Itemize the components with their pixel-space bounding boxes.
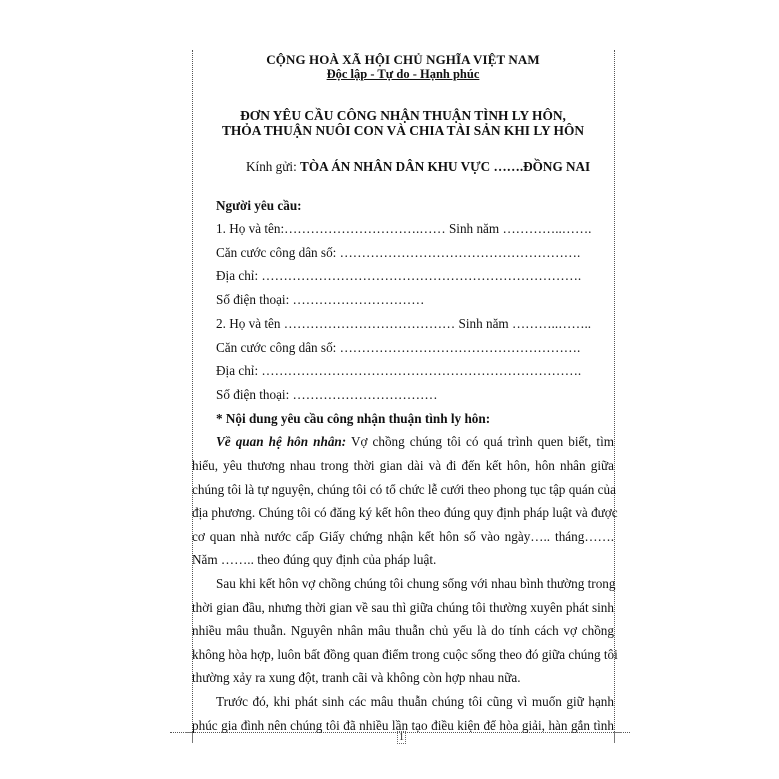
person1-id: Căn cước công dân số: ………………………………………………. [216,245,581,260]
page-number: 1 [399,732,404,743]
para1-line1 [216,434,614,450]
crop-mark [192,733,193,743]
national-header: CỘNG HOÀ XÃ HỘI CHỦ NGHĨA VIỆT NAM [266,52,540,67]
requester-heading: Người yêu cầu: [216,198,302,213]
para3-line1: Trước đó, khi phát sinh các mâu thuẫn chúng tôi cũng vì muốn giữ hạnh [216,694,614,709]
person1-address: Địa chỉ: ………………………………………………………………. [216,268,582,283]
person1-name: 1. Họ và tên:………………………….…… Sinh năm …………..……. [216,221,592,236]
para1-line3: chúng tôi là tự nguyện, chúng tôi có tổ chức lễ cưới theo phong tục tập quán của [192,482,616,497]
person1-phone: Số điện thoại: ………………………… [216,292,425,307]
para2-line5: thường xảy ra xung đột, tranh cãi và không còn hợp nhau nữa. [192,670,521,685]
right-margin-guide [614,50,615,734]
crop-mark [614,733,615,743]
recipient-value: TÒA ÁN NHÂN DÂN KHU VỰC …….ĐỒNG NAI [300,159,591,174]
relation-label: Về quan hệ hôn nhân: [216,434,347,449]
person2-id: Căn cước công dân số: ………………………………………………. [216,340,581,355]
para1-line5: cơ quan nhà nước cấp Giấy chứng nhận kết hôn số vào ngày….. tháng……. [192,529,614,544]
person2-phone: Số điện thoại: …………………………… [216,387,438,402]
para2-line3: nhiều mâu thuẫn. Nguyên nhân mâu thuẫn chủ yếu là do tính cách vợ chồng [192,623,614,638]
motto [192,66,614,82]
person2-name: 2. Họ và tên ………………………………… Sinh năm ………..…….. [216,316,592,331]
para1-line6: Năm …….. theo đúng quy định của pháp luật. [192,552,437,567]
para2-line2: thời gian đầu, nhưng thời gian về sau thì giữa chúng tôi thường xuyên phát sinh [192,600,614,615]
document-title-line2: THỎA THUẬN NUÔI CON VÀ CHIA TÀI SẢN KHI LY HÔN [221,123,585,138]
document-title-line1: ĐƠN YÊU CẦU CÔNG NHẬN THUẬN TÌNH LY HÔN, [240,108,566,123]
para2-line1: Sau khi kết hôn vợ chồng chúng tôi chung sống với nhau bình thường trong [216,576,616,591]
content-heading: * Nội dung yêu cầu công nhận thuận tình ly hôn: [216,411,491,426]
motto-text: Độc lập - Tự do - Hạnh phúc [326,67,480,81]
person2-address: Địa chỉ: ………………………………………………………………. [216,363,582,378]
recipient-label: Kính gửi: [246,159,301,174]
para1-line4: địa phương. Chúng tôi có đăng ký kết hôn theo đúng quy định pháp luật và được [192,505,618,520]
crop-mark [614,732,622,733]
para2-line4: không hòa hợp, luôn bất đồng quan điểm trong cuộc sống theo đó giữa chúng tôi [192,647,618,662]
para3-line2: phúc gia đình nên chúng tôi đã nhiều lần tạo điều kiện để hòa giải, hàn gắn tình [192,718,614,733]
recipient-line [246,159,590,175]
para1-line1-text: Vợ chồng chúng tôi có quá trình quen biết, tìm [346,434,614,449]
para1-line2: hiểu, yêu thương nhau trong thời gian dài và đi đến kết hôn, hôn nhân giữa [192,458,614,473]
